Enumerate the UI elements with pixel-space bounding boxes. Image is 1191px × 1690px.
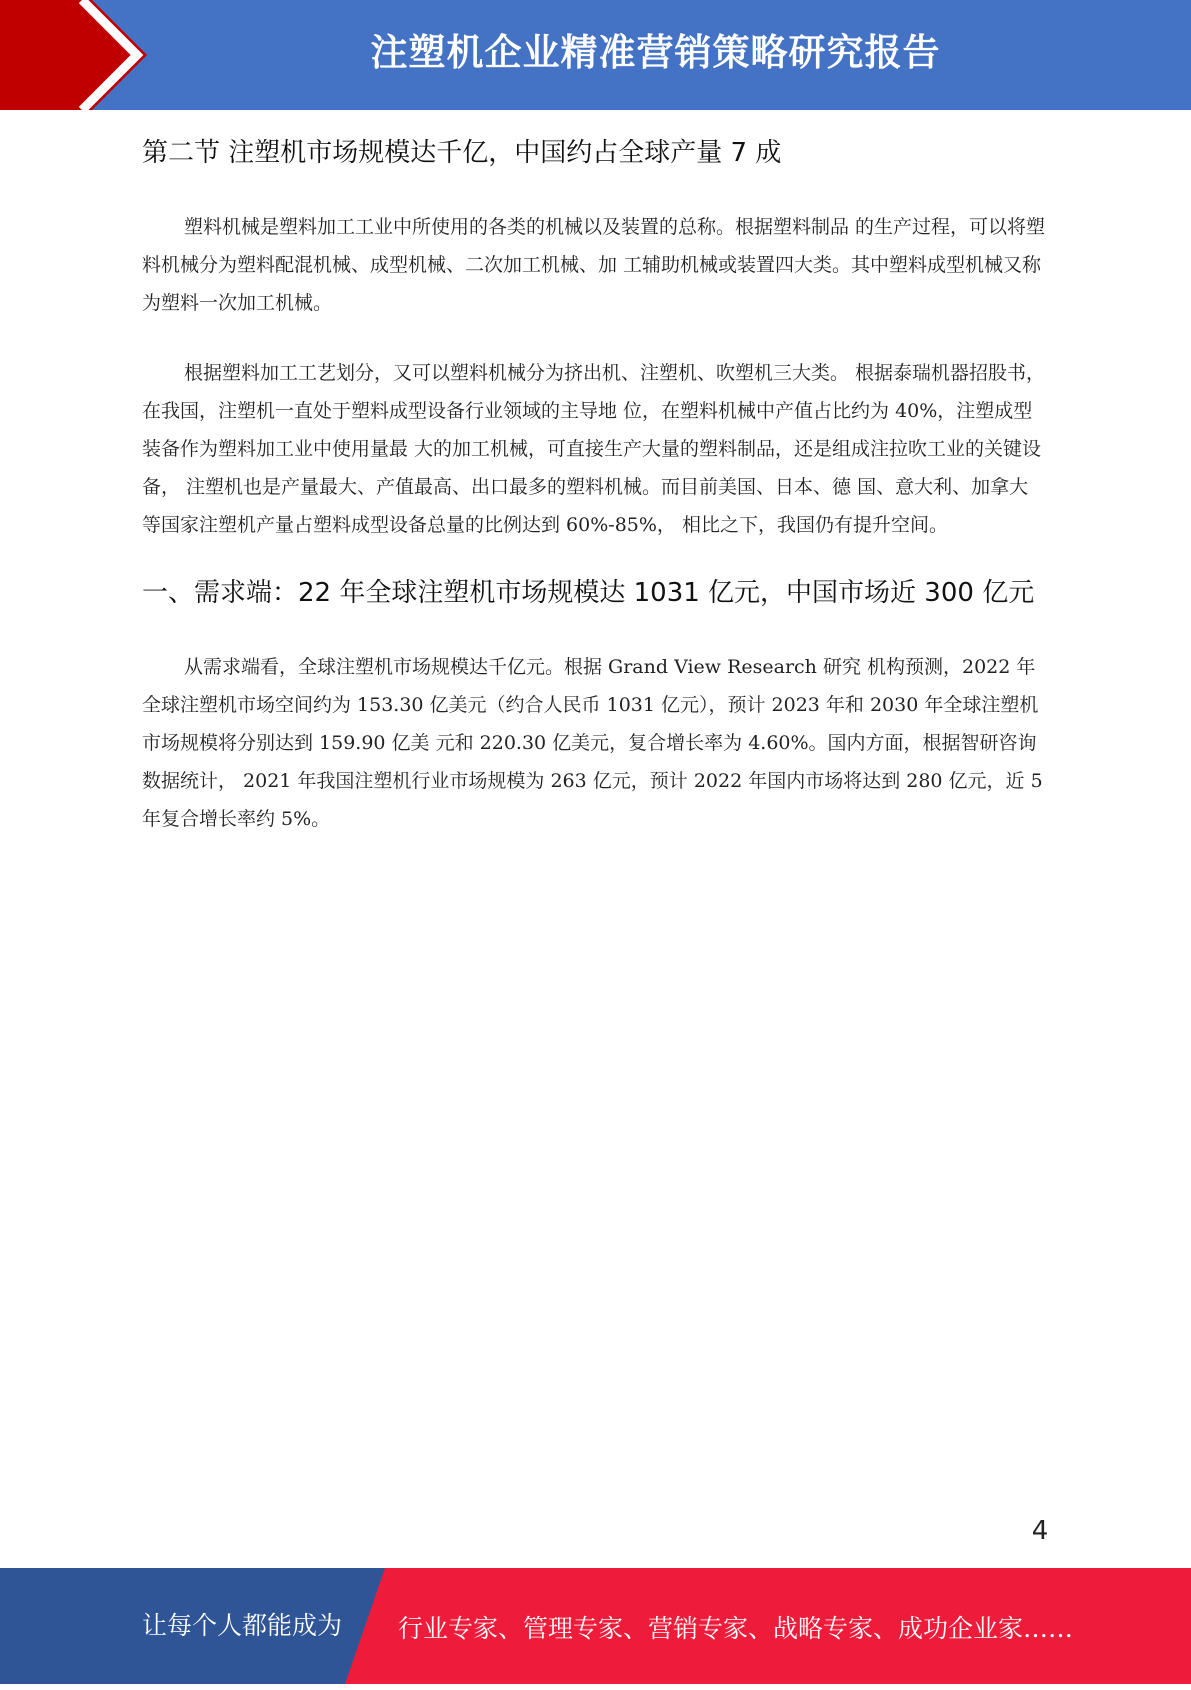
header-band	[0, 0, 1191, 110]
footer-band	[0, 1568, 1191, 1684]
document-body	[142, 128, 1047, 838]
subsection-heading: 一、需求端：22 年全球注塑机市场规模达 1031 亿元，中国市场近 300 亿元	[142, 578, 1035, 608]
header-arrow-icon	[0, 0, 160, 110]
body-paragraph: 根据塑料加工工艺划分，又可以塑料机械分为挤出机、注塑机、吹塑机三大类。 根据泰瑞机器招股书，在我国，注塑机一直处于塑料成型设备行业领域的主导地 位，在塑料机械中产值占比约为 40%，注塑成型装备作为塑料加工业中使用量最 大的加工机械，可直接生产大量的塑料制品，还是组成注拉吹工业的关键设备， 注塑机也是产量最大、产值最高、出口最多的塑料机械。而目前美国、日本、德 国、意大利、加拿大等国家注塑机产量占塑料成型设备总量的比例达到 60%-85%， 相比之下，我国仍有提升空间。	[142, 362, 1046, 536]
body-paragraph: 塑料机械是塑料加工工业中所使用的各类的机械以及装置的总称。根据塑料制品 的生产过程，可以将塑料机械分为塑料配混机械、成型机械、二次加工机械、加 工辅助机械或装置四大类。其中塑料成型机械又称为塑料一次加工机械。	[142, 216, 1046, 314]
footer-slogan-left: 让每个人都能成为	[142, 1611, 343, 1640]
page-number: 4	[1031, 1516, 1049, 1546]
section-heading: 第二节 注塑机市场规模达千亿，中国约占全球产量 7 成	[142, 138, 782, 168]
report-title: 注塑机企业精准营销策略研究报告	[370, 31, 941, 74]
footer-slogan-right: 行业专家、管理专家、营销专家、战略专家、成功企业家……	[398, 1614, 1074, 1643]
body-paragraph: 从需求端看，全球注塑机市场规模达千亿元。根据 Grand View Research 研究 机构预测，2022 年全球注塑机市场空间约为 153.30 亿美元（约合人民币 1031 亿元），预计 2023 年和 2030 年全球注塑机市场规模将分别达到 159.90 亿美 元和 220.30 亿美元，复合增长率为 4.60%。国内方面，根据智研咨询数据统计， 2021 年我国注塑机行业市场规模为 263 亿元，预计 2022 年国内市场将达到 280 亿元，近 5 年复合增长率约 5%。	[142, 656, 1043, 830]
